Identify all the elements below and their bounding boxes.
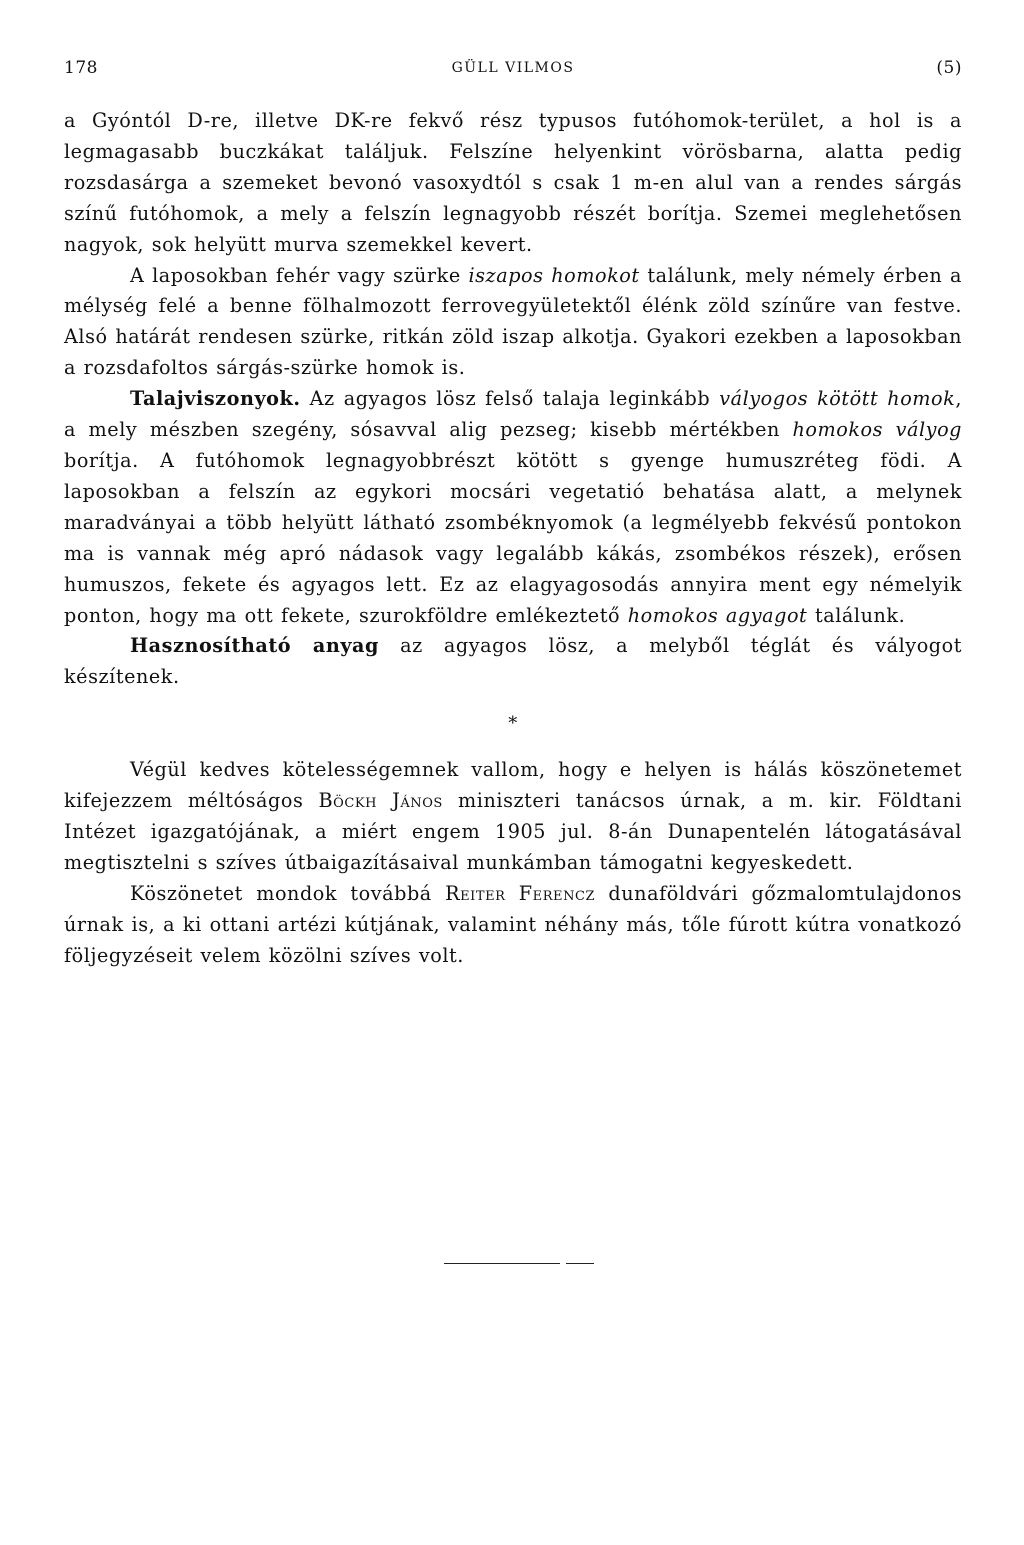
paragraph-acknowledgement-2: Köszönetet mondok továbbá Reiter Ferencz dunaföldvári gőzmalomtulajdonos úrnak is, a ki ottani artézi kútjának, valamint néhány más, tőle fúrott kútra vonatkozó följegyzéseit velem közölni szíves volt. [64, 881, 963, 967]
end-rule [444, 1263, 560, 1264]
paragraph-usable-material: Hasznosítható anyag az agyagos lösz, a melyből téglát és vályogot készítenek. [64, 634, 962, 689]
paragraph-soil-conditions: Talajviszonyok. Az agyagos lösz felső talaja leginkább vályogos kötött homok, a mely mészben szegény, sósavval alig pezseg; kisebb mértékben homokos vályog borítja. A futóhomok legnagyobbrészt kötött s gyenge humuszréteg födi. A laposokban a felszín az egykori mocsári vegetatió behatása alatt, a melynek maradványai a több helyütt látható zsombéknyomok (a legmélyebb fekvésű pontokon ma is vannak még apró nádasok vagy legalább kákás, zsombékos részek), erősen humuszos, fekete és agyagos lett. Ez az elagyagosodás annyira ment egy némelyik ponton, hogy ma ott fekete, szurokföldre emlékeztető homokos agyagot találunk. [64, 387, 962, 627]
emphasis-term: vályogos kötött homok [719, 387, 956, 411]
page-number: 178 [64, 58, 98, 78]
running-title: GÜLL VILMOS [451, 60, 575, 76]
document-page [64, 58, 962, 1498]
document-body [64, 106, 962, 972]
section-heading-usable: Hasznosítható anyag [130, 634, 379, 658]
emphasis-term: homokos agyagot [627, 603, 808, 627]
paragraph-acknowledgement-1: Végül kedves kötelességemnek vallom, hogy e helyen is hálás köszönetemet kifejezzem méltóságos Böckh János miniszteri tanácsos úrnak, a m. kir. Földtani Intézet igazgatójának, a miért engem 1905 jul. 8-án Dunapentelén látogatásával megtisztelni s szíves útbaigazításaival munkámban támogatni kegyeskedett. [64, 758, 962, 874]
emphasis-term: homokos vályog [792, 418, 962, 442]
paragraph-lowlands: A laposokban fehér vagy szürke iszapos homokot találunk, mely némely érben a mélység felé a benne fölhalmozott ferrovegyületektől élénk zöld színűre van festve. Alsó határát rendesen szürke, ritkán zöld iszap alkotja. Gyakori ezekben a laposokban a rozsdafoltos sárgás-szürke homok is. [64, 263, 963, 380]
section-separator-asterisk: * [508, 713, 518, 735]
part-number: (5) [936, 58, 962, 78]
person-name: Reiter Ferencz [445, 881, 596, 905]
paragraph-dune-area: a Gyóntól D-re, illetve DK-re fekvő rész typusos futóhomok-terület, a hol is a legmagasabb buczkákat találjuk. Felszíne helyenkint vörösbarna, alatta pedig rozsdasárga a szemeket bevonó vasoxydtól s csak 1 m-en alul van a rendes sárgás színű futóhomok, a mely a felszín legnagyobb részét borítja. Szemei meglehetősen nagyok, sok helyütt murva szemekkel kevert. [64, 109, 962, 256]
person-name: Böckh János [318, 789, 443, 813]
emphasis-term: iszapos homokot [468, 263, 640, 287]
running-header [64, 58, 962, 88]
section-heading-soil: Talajviszonyok. [130, 387, 301, 411]
